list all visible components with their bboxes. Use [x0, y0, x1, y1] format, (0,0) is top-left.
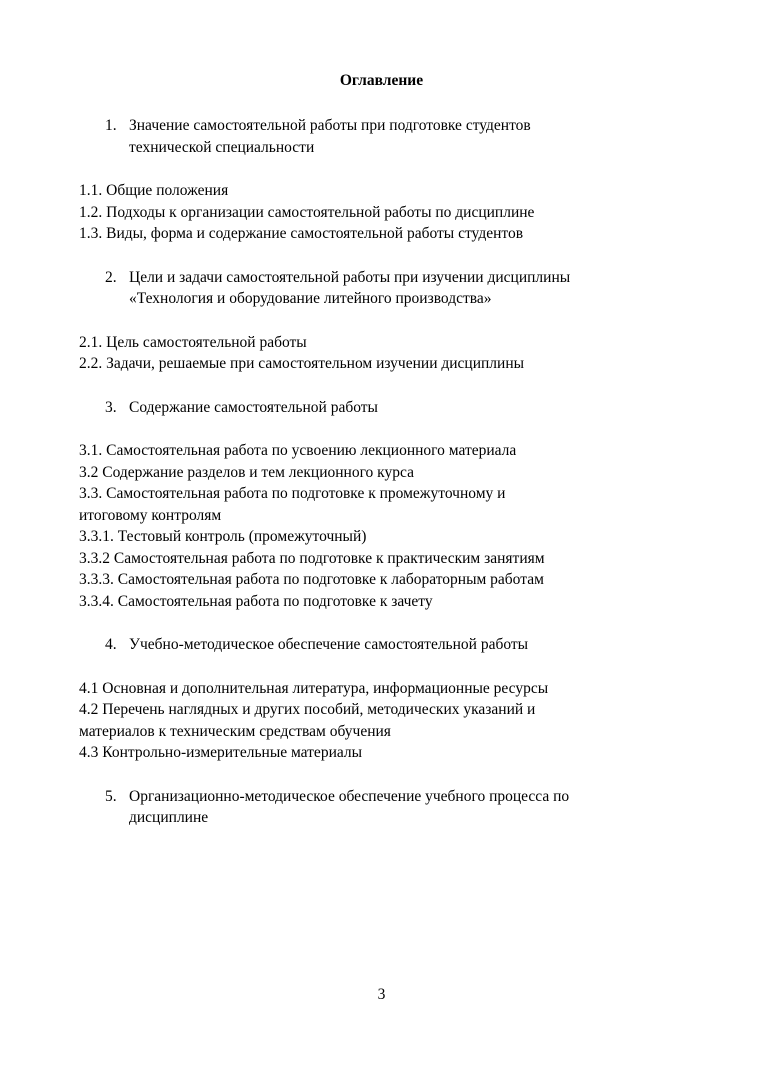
toc-item-1-1[interactable]: 1.1. Общие положения — [79, 182, 229, 199]
section-number: 1. — [105, 117, 117, 134]
table-of-contents — [79, 115, 699, 829]
page-number: 3 — [377, 986, 386, 1003]
toc-item-2-2[interactable]: 2.2. Задачи, решаемые при самостоятельном изучении дисциплины — [79, 355, 525, 372]
toc-section-3[interactable] — [105, 397, 699, 419]
toc-item-2-1[interactable]: 2.1. Цель самостоятельной работы — [79, 333, 307, 351]
section-title — [129, 786, 569, 829]
toc-item-3-2[interactable]: 3.2 Содержание разделов и тем лекционного курса — [79, 463, 414, 481]
toc-section-5[interactable] — [105, 786, 699, 829]
toc-item-4-2-cont[interactable]: материалов к техническим средствам обучения — [79, 722, 391, 740]
toc-item-3-3-cont[interactable]: итоговому контролям — [79, 506, 222, 524]
section-title — [129, 115, 531, 158]
section-number: 5. — [105, 787, 117, 805]
toc-section-1[interactable] — [105, 115, 699, 158]
page-title: Оглавление — [339, 72, 424, 89]
section-title — [129, 634, 528, 656]
section-title — [129, 397, 378, 419]
section-title-line: технической специальности — [129, 138, 315, 156]
toc-item-3-3[interactable]: 3.3. Самостоятельная работа по подготовке к промежуточному и — [79, 485, 506, 502]
toc-item-4-2[interactable]: 4.2 Перечень наглядных и других пособий, методических указаний и — [79, 701, 536, 718]
section-title — [129, 267, 570, 310]
section-title-line: дисциплине — [129, 809, 209, 826]
toc-item-4-1[interactable]: 4.1 Основная и дополнительная литература, информационные ресурсы — [79, 679, 549, 697]
section-title-line: Учебно-методическое обеспечение самостоятельной работы — [129, 636, 529, 653]
toc-item-1-2[interactable]: 1.2. Подходы к организации самостоятельной работы по дисциплине — [79, 203, 535, 221]
section-title-line: Организационно-методическое обеспечение учебного процесса по — [129, 787, 570, 805]
section-title-line: Цели и задачи самостоятельной работы при изучении дисциплины — [129, 268, 571, 286]
section-title-line: Содержание самостоятельной работы — [129, 398, 378, 416]
toc-item-3-3-3[interactable]: 3.3.3. Самостоятельная работа по подготовке к лабораторным работам — [79, 571, 544, 588]
section-title-line: «Технология и оборудование литейного производства» — [129, 290, 492, 307]
toc-section-4[interactable] — [105, 634, 699, 656]
toc-item-3-1[interactable]: 3.1. Самостоятельная работа по усвоению лекционного материала — [79, 442, 517, 459]
toc-item-3-3-1[interactable]: 3.3.1. Тестовый контроль (промежуточный) — [79, 528, 367, 545]
section-number: 2. — [105, 268, 117, 286]
toc-item-4-3[interactable]: 4.3 Контрольно-измерительные материалы — [79, 744, 363, 761]
toc-item-3-3-2[interactable]: 3.3.2 Самостоятельная работа по подготовке к практическим занятиям — [79, 549, 545, 567]
section-title-line: Значение самостоятельной работы при подготовке студентов — [129, 117, 531, 134]
toc-item-3-3-4[interactable]: 3.3.4. Самостоятельная работа по подготовке к зачету — [79, 592, 433, 610]
toc-item-1-3[interactable]: 1.3. Виды, форма и содержание самостоятельной работы студентов — [79, 225, 524, 242]
section-number: 4. — [105, 636, 117, 653]
toc-section-2[interactable] — [105, 267, 699, 310]
section-number: 3. — [105, 398, 117, 416]
